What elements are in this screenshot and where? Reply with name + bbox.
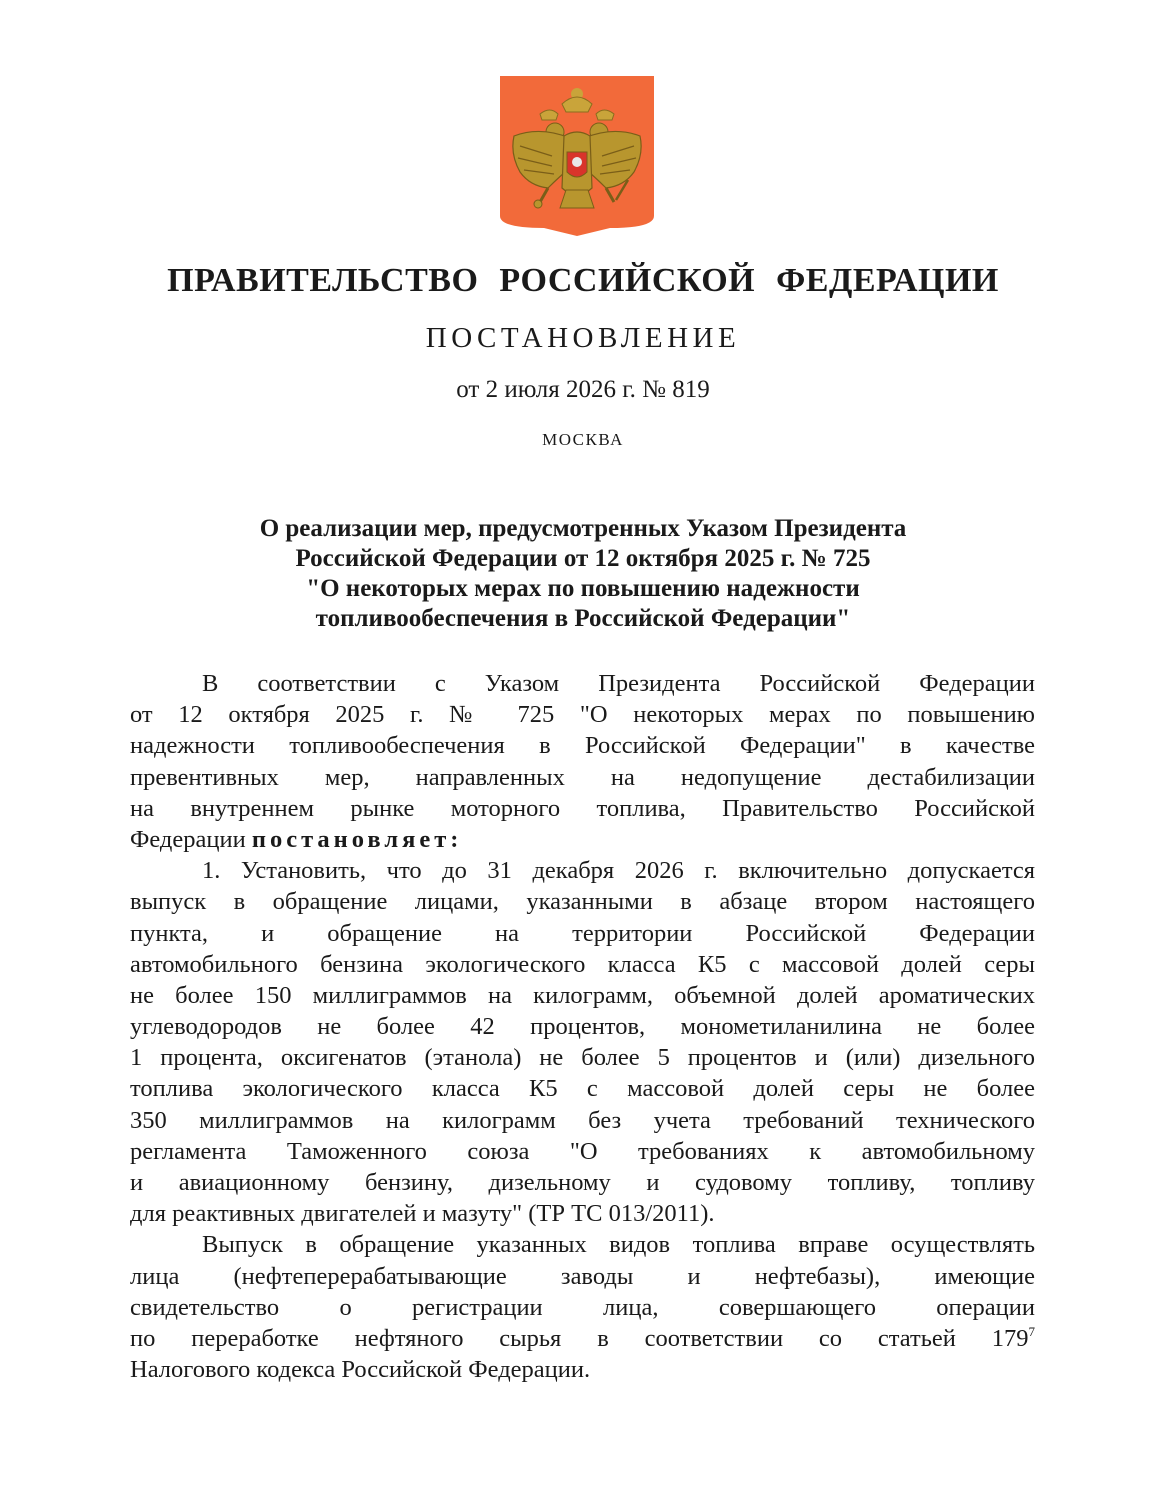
- document-type: ПОСТАНОВЛЕНИЕ: [425, 322, 741, 354]
- document-date-number: от 2 июля 2026 г. № 819: [456, 376, 710, 403]
- document-heading: [150, 514, 1016, 634]
- item1-para2-line-with-sup: [130, 1323, 1035, 1354]
- item1-line: 350 миллиграммов на килограмм без учета требований технического: [130, 1106, 1035, 1134]
- document-city: МОСКВА: [542, 430, 624, 449]
- item1-para2-line: Налогового кодекса Российской Федерации.: [130, 1356, 591, 1384]
- item1-line: 1 процента, оксигенатов (этанола) не более 5 процентов и (или) дизельного: [130, 1044, 1035, 1072]
- preamble-line: превентивных мер, направленных на недопущение дестабилизации: [130, 763, 1035, 791]
- decree-word: постановляет:: [251, 825, 463, 853]
- heading-line: О реализации мер, предусмотренных Указом Президента: [259, 515, 907, 542]
- item1-line: автомобильного бензина экологического класса К5 с массовой долей серы: [130, 950, 1035, 978]
- item1-line: углеводородов не более 42 процентов, монометиланилина не более: [130, 1013, 1035, 1041]
- preamble-last-line: [130, 824, 1035, 855]
- item1-line: пункта, и обращение на территории Российской Федерации: [130, 919, 1035, 947]
- preamble-line: В соответствии с Указом Президента Российской Федерации: [202, 670, 1035, 697]
- heading-line: топливообеспечения в Российской Федерации": [315, 605, 851, 632]
- preamble-line: от 12 октября 2025 г. № 725 "О некоторых мерах по повышению: [130, 701, 1035, 729]
- item1-line: 1. Установить, что до 31 декабря 2026 г. включительно допускается: [202, 857, 1035, 885]
- item1-para2-line: свидетельство о регистрации лица, совершающего операции: [130, 1293, 1035, 1321]
- government-title: ПРАВИТЕЛЬСТВО РОССИЙСКОЙ ФЕДЕРАЦИИ: [167, 262, 999, 299]
- preamble-line: на внутреннем рынке моторного топлива, Правительство Российской: [130, 794, 1035, 822]
- coat-of-arms-emblem: [500, 76, 654, 236]
- item1-para2-line-text: по переработке нефтяного сырья в соответствии со статьей 179: [130, 1324, 1029, 1352]
- item1-line: для реактивных двигателей и мазуту" (ТР ТС 013/2011).: [130, 1200, 715, 1228]
- article-superscript: 7: [1028, 1323, 1035, 1339]
- heading-line: Российской Федерации от 12 октября 2025 г. № 725: [295, 545, 871, 572]
- item1-line: топлива экологического класса К5 с массовой долей серы не более: [130, 1075, 1035, 1103]
- item1-line: и авиационному бензину, дизельному и судовому топливу, топливу: [130, 1169, 1035, 1196]
- item1-line: регламента Таможенного союза "О требованиях к автомобильному: [130, 1137, 1035, 1165]
- item1-para2-line: лица (нефтеперерабатывающие заводы и нефтебазы), имеющие: [130, 1262, 1035, 1290]
- russian-coat-of-arms-icon: [500, 76, 654, 236]
- document-body: [130, 668, 1035, 1385]
- item1-para2-line: Выпуск в обращение указанных видов топлива вправе осуществлять: [202, 1231, 1035, 1259]
- heading-line: "О некоторых мерах по повышению надежности: [306, 575, 860, 602]
- item1-line: выпуск в обращение лицами, указанными в абзаце втором настоящего: [130, 888, 1035, 916]
- preamble-line: надежности топливообеспечения в Российской Федерации" в качестве: [130, 732, 1035, 760]
- item1-line: не более 150 миллиграммов на килограмм, объемной долей ароматических: [130, 981, 1035, 1009]
- preamble-end: Федерации: [130, 825, 246, 853]
